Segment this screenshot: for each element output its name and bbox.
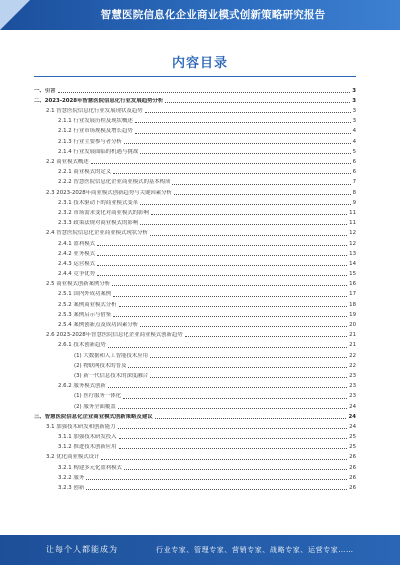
toc-entry[interactable] [34,186,356,196]
toc-entry-page: 21 [349,342,356,349]
toc-leader-dots [155,418,347,419]
toc-leader-dots [124,143,351,144]
toc-entry[interactable] [34,298,356,308]
toc-entry-label: 2.5.3 案例启示与借鉴 [58,311,112,318]
toc-leader-dots [113,316,347,317]
toc-entry[interactable] [34,267,356,277]
toc-entry[interactable] [34,206,356,216]
toc-entry-page: 14 [349,260,356,267]
toc-entry[interactable] [34,247,356,257]
toc-entry-label: 2.3.2 市场需求变化对商业模式的影响 [58,209,149,216]
toc-entry[interactable] [34,430,356,440]
toc-entry[interactable] [34,278,356,288]
toc-entry[interactable] [34,410,356,420]
toc-entry[interactable] [34,216,356,226]
toc-leader-dots [97,255,347,256]
toc-entry-label: 3.2.2 服务 [58,474,85,481]
toc-entry[interactable] [34,84,356,94]
toc-leader-dots [119,438,348,439]
toc-entry[interactable] [34,115,356,125]
toc-entry[interactable] [34,349,356,359]
toc-entry[interactable] [34,196,356,206]
toc-entry-label: 2.1 智慧医院信息化行业发展现状及趋势 [46,108,143,115]
toc-leader-dots [123,398,347,399]
toc-leader-dots [135,133,351,134]
toc-entry-page: 13 [349,250,356,257]
toc-entry-page: 11 [349,209,356,216]
toc-leader-dots [165,102,350,103]
page-header [0,0,400,30]
table-of-contents [34,84,356,492]
toc-entry[interactable] [34,461,356,471]
toc-leader-dots [185,336,347,337]
toc-entry[interactable] [34,257,356,267]
toc-entry[interactable] [34,318,356,328]
toc-entry-page: 9 [352,199,356,206]
toc-entry[interactable] [34,471,356,481]
toc-leader-dots [86,489,347,490]
toc-entry[interactable] [34,104,356,114]
toc-entry[interactable] [34,339,356,349]
toc-entry-label: 2.5 商业模式创新案例分析 [46,281,111,288]
toc-entry-page: 24 [348,413,356,420]
toc-entry-label: 一、引言 [34,87,56,94]
toc-entry-page: 6 [352,169,356,176]
toc-entry[interactable] [34,390,356,400]
toc-entry-label: 2.6.2 服务模式创新 [58,383,106,390]
toc-leader-dots [97,275,347,276]
toc-entry[interactable] [34,145,356,155]
toc-entry-label: 3.2 优化商业模式设计 [46,454,100,461]
toc-entry-label: 3.2.1 构建多元化盈利模式 [58,464,122,471]
toc-entry-label: 3.1.1 加强技术研发投入 [58,434,117,441]
toc-entry-label: 2.3.1 技术驱动下的商业模式变革 [58,199,139,206]
toc-entry-page: 15 [349,271,356,278]
toc-entry-page: 5 [352,148,356,155]
toc-entry-label: 2.4.2 业务模式 [58,250,95,257]
toc-entry-page: 11 [349,220,356,227]
page-footer [0,535,400,565]
toc-entry[interactable] [34,308,356,318]
toc-entry-label: 3.2.3 创新 [58,485,85,491]
toc-entry[interactable] [34,481,356,491]
toc-entry-page: 3 [352,97,356,104]
toc-leader-dots [150,377,347,378]
toc-leader-dots [140,326,347,327]
toc-leader-dots [118,408,347,409]
toc-entry-page: 16 [349,281,356,288]
toc-entry-label: 三、智慧医院信息化企业商业模式创新策略及建议 [34,413,153,420]
toc-entry-label: 2.4 智慧医院信息化企业商业模式现状分析 [46,230,148,237]
toc-entry-page: 12 [349,240,356,247]
toc-leader-dots [145,112,351,113]
toc-entry-page: 26 [349,454,356,461]
toc-entry-label: 2.3 2023-2028年商业模式创新趋势与关键因素分析 [46,189,172,196]
toc-entry[interactable] [34,176,356,186]
toc-entry-page: 6 [352,159,356,165]
toc-entry[interactable] [34,155,356,165]
toc-leader-dots [113,173,350,174]
toc-leader-dots [119,306,348,307]
toc-entry-page: 19 [349,311,356,318]
toc-leader-dots [150,357,347,358]
toc-entry-label: 2.2.2 智慧医院信息化企业商业模式的基本构成 [58,179,171,186]
toc-leader-dots [108,347,347,348]
toc-leader-dots [86,479,347,480]
toc-entry-page: 23 [349,383,356,390]
toc-leader-dots [119,448,348,449]
header-corner-decoration [0,0,30,30]
toc-entry-label: 2.4.4 竞争优势 [58,271,95,278]
toc-entry-page: 4 [352,138,356,145]
toc-entry[interactable] [34,288,356,298]
toc-entry[interactable] [34,135,356,145]
toc-entry-label: 2.4.1 盈利模式 [58,240,95,247]
toc-entry-label: 2.6 2023-2028年智慧医院信息化企业商业模式创新趋势 [46,332,183,339]
toc-entry[interactable] [34,369,356,379]
toc-entry-label: 2.2.1 商业模式的定义 [58,169,112,176]
toc-entry-label: 二、2023-2028年智慧医院信息化行业发展趋势分析 [34,97,164,104]
toc-entry-label: (1) 医疗服务一体化 [74,393,122,400]
toc-entry-page: 21 [349,332,356,339]
toc-entry-page: 25 [349,434,356,441]
toc-leader-dots [124,469,347,470]
toc-entry[interactable] [34,400,356,410]
toc-entry-page: 12 [349,230,356,237]
toc-entry-label: 2.5.4 案例创新点及成功因素分析 [58,322,139,328]
toc-leader-dots [58,92,351,93]
toc-leader-dots [135,122,351,123]
toc-entry-label: 2.1.1 行业发展历程及现状概述 [58,118,133,125]
toc-entry-page: 22 [349,352,356,359]
toc-entry-label: 2.1.4 行业发展面临的机遇与挑战 [58,148,139,155]
toc-entry[interactable] [34,166,356,176]
toc-leader-dots [97,245,347,246]
toc-divider [34,76,356,77]
toc-leader-dots [91,163,351,164]
toc-heading: 内容目录 [171,56,228,71]
toc-leader-dots [113,296,347,297]
toc-entry-label: (3) 新一代信息技术的深度融合 [74,372,149,379]
toc-entry-page: 22 [349,362,356,369]
toc-entry[interactable] [34,227,356,237]
toc-leader-dots [118,428,348,429]
toc-leader-dots [172,184,350,185]
toc-entry-page: 23 [349,393,356,400]
toc-entry-page: 26 [349,474,356,481]
toc-entry-page: 18 [349,301,356,308]
toc-entry-page: 7 [352,179,356,186]
toc-leader-dots [150,235,347,236]
toc-entry-label: 3.1 加强技术研发和创新能力 [46,423,116,430]
toc-entry[interactable] [34,125,356,135]
toc-entry-label: 2.5.2 案例商业模式分析 [58,301,117,308]
toc-entry-label: (1) 大数据和人工智能技术应用 [74,352,149,359]
toc-entry-label: 2.5.1 国内外成功案例 [58,291,112,298]
toc-entry-page: 17 [349,291,356,298]
toc-entry-label: 2.2 商业模式概述 [46,159,89,165]
toc-leader-dots [108,387,347,388]
toc-entry-page: 24 [349,423,356,430]
toc-entry-label: (2) 服务全面覆盖 [74,403,116,410]
toc-entry-page: 4 [352,128,356,135]
toc-entry-page: 20 [349,322,356,328]
report-title: 智慧医院信息化企业商业模式创新策略研究报告 [100,9,326,21]
toc-leader-dots [140,153,350,154]
footer-roles: 行业专家、管理专家、营销专家、战略专家、运营专家…… [156,546,354,554]
toc-entry[interactable] [34,359,356,369]
toc-entry-page: 24 [349,403,356,410]
toc-entry-page: 8 [352,189,356,196]
toc-entry[interactable] [34,94,356,104]
toc-leader-dots [174,194,351,195]
toc-leader-dots [97,265,347,266]
toc-entry-label: 2.1.3 行业主要参与者分析 [58,138,122,145]
toc-entry-page: 3 [352,108,356,115]
toc-entry[interactable] [34,329,356,339]
toc-leader-dots [101,459,347,460]
toc-entry-page: 3 [352,87,356,94]
toc-leader-dots [140,224,347,225]
toc-entry[interactable] [34,237,356,247]
toc-leader-dots [128,367,347,368]
toc-entry[interactable] [34,441,356,451]
toc-entry-label: 2.4.3 运营模式 [58,260,95,267]
toc-entry[interactable] [34,451,356,461]
toc-entry-page: 26 [349,464,356,471]
toc-entry-label: 3.1.2 推进技术创新应用 [58,444,117,451]
toc-entry-page: 26 [349,485,356,491]
toc-entry[interactable] [34,379,356,389]
toc-leader-dots [151,214,347,215]
toc-entry-label: (2) 物联网技术的普及 [74,362,127,369]
toc-entry-page: 3 [352,118,356,125]
toc-entry-page: 23 [349,372,356,379]
toc-leader-dots [112,285,347,286]
toc-leader-dots [140,204,350,205]
toc-entry[interactable] [34,420,356,430]
footer-slogan: 让每个人都能成为 [46,545,118,554]
toc-entry-label: 2.3.3 政策法规对商业模式的影响 [58,220,139,227]
toc-entry-label: 2.6.1 技术创新趋势 [58,342,106,349]
toc-entry-page: 25 [349,444,356,451]
toc-entry-label: 2.1.2 行业市场规模及增长趋势 [58,128,133,135]
